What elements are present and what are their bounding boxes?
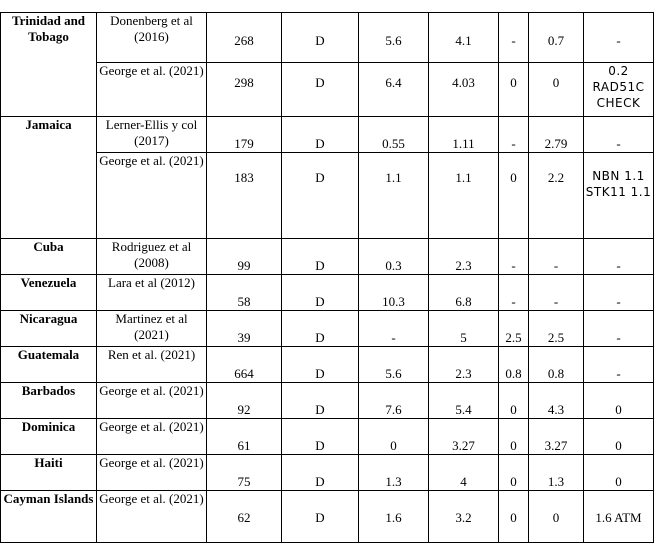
country-cell: Cuba [1,239,97,275]
value-cell: 0 [499,383,529,419]
type-cell: D [282,347,359,383]
value-cell: 5.6 [359,347,429,383]
table-row [1,491,654,543]
country-cell: Haiti [1,455,97,491]
study-cell: Donenberg et al (2016) [97,13,207,63]
table-row [1,311,654,347]
type-cell: D [282,455,359,491]
study-cell: Lara et al (2012) [97,275,207,311]
value-cell: 2.3 [429,239,499,275]
type-cell: D [282,275,359,311]
value-cell: 1.3 [359,455,429,491]
other-cell: - [584,311,654,347]
n-cell: 179 [207,117,282,153]
value-cell: 4 [429,455,499,491]
study-cell: Martinez et al (2021) [97,311,207,347]
n-cell: 298 [207,63,282,117]
value-cell: 1.3 [529,455,584,491]
study-cell: George et al. (2021) [97,491,207,543]
value-cell: 6.8 [429,275,499,311]
type-cell: D [282,419,359,455]
country-cell: Guatemala [1,347,97,383]
study-cell: Lerner-Ellis y col (2017) [97,117,207,153]
other-cell: 0 [584,419,654,455]
value-cell: 0.8 [499,347,529,383]
type-cell: D [282,153,359,239]
n-cell: 183 [207,153,282,239]
n-cell: 268 [207,13,282,63]
value-cell: 1.1 [359,153,429,239]
n-cell: 92 [207,383,282,419]
value-cell: - [529,239,584,275]
value-cell: 0 [359,419,429,455]
other-cell: 0 [584,455,654,491]
n-cell: 58 [207,275,282,311]
value-cell: 4.03 [429,63,499,117]
table-row [1,153,654,239]
value-cell: 5 [429,311,499,347]
value-cell: - [499,13,529,63]
table-row [1,419,654,455]
value-cell: - [499,275,529,311]
value-cell: 1.11 [429,117,499,153]
table-row [1,347,654,383]
other-cell: NBN 1.1 STK11 1.1 [584,153,654,239]
value-cell: 0 [499,491,529,543]
value-cell: 1.6 [359,491,429,543]
n-cell: 39 [207,311,282,347]
type-cell: D [282,239,359,275]
table-row [1,117,654,153]
value-cell: 2.79 [529,117,584,153]
value-cell: 5.4 [429,383,499,419]
study-cell: George et al. (2021) [97,383,207,419]
other-cell: 0 [584,383,654,419]
other-cell: 0.2 RAD51C CHECK [584,63,654,117]
type-cell: D [282,311,359,347]
value-cell: - [529,275,584,311]
table-row [1,455,654,491]
study-cell: George et al. (2021) [97,419,207,455]
table-row [1,275,654,311]
value-cell: 10.3 [359,275,429,311]
study-cell: George et al. (2021) [97,63,207,117]
other-cell: - [584,239,654,275]
value-cell: 4.3 [529,383,584,419]
value-cell: 0.7 [529,13,584,63]
n-cell: 62 [207,491,282,543]
value-cell: 0 [499,419,529,455]
type-cell: D [282,13,359,63]
study-cell: Ren et al. (2021) [97,347,207,383]
value-cell: 0.3 [359,239,429,275]
type-cell: D [282,63,359,117]
country-cell: Cayman Islands [1,491,97,543]
value-cell: 0 [529,491,584,543]
data-table [0,12,654,543]
value-cell: 3.27 [429,419,499,455]
value-cell: - [499,239,529,275]
value-cell: 2.3 [429,347,499,383]
other-cell: 1.6 ATM [584,491,654,543]
value-cell: 0 [499,455,529,491]
type-cell: D [282,491,359,543]
value-cell: 5.6 [359,13,429,63]
n-cell: 61 [207,419,282,455]
country-cell: Jamaica [1,117,97,239]
value-cell: 0 [499,63,529,117]
value-cell: 4.1 [429,13,499,63]
table-row [1,13,654,63]
country-cell: Trinidad and Tobago [1,13,97,117]
study-cell: Rodriguez et al (2008) [97,239,207,275]
value-cell: 3.27 [529,419,584,455]
table-row [1,239,654,275]
other-cell: - [584,13,654,63]
other-cell: - [584,117,654,153]
value-cell: 7.6 [359,383,429,419]
country-cell: Barbados [1,383,97,419]
country-cell: Dominica [1,419,97,455]
n-cell: 99 [207,239,282,275]
type-cell: D [282,383,359,419]
value-cell: 0 [529,63,584,117]
value-cell: 2.2 [529,153,584,239]
value-cell: 2.5 [529,311,584,347]
study-cell: George et al. (2021) [97,153,207,239]
value-cell: 0 [499,153,529,239]
value-cell: 1.1 [429,153,499,239]
country-cell: Nicaragua [1,311,97,347]
value-cell: 0.8 [529,347,584,383]
value-cell: 3.2 [429,491,499,543]
table-row [1,383,654,419]
value-cell: - [499,117,529,153]
value-cell: - [359,311,429,347]
n-cell: 664 [207,347,282,383]
country-cell: Venezuela [1,275,97,311]
study-cell: George et al. (2021) [97,455,207,491]
other-cell: - [584,275,654,311]
value-cell: 0.55 [359,117,429,153]
n-cell: 75 [207,455,282,491]
table-row [1,63,654,117]
value-cell: 6.4 [359,63,429,117]
other-cell: - [584,347,654,383]
type-cell: D [282,117,359,153]
value-cell: 2.5 [499,311,529,347]
